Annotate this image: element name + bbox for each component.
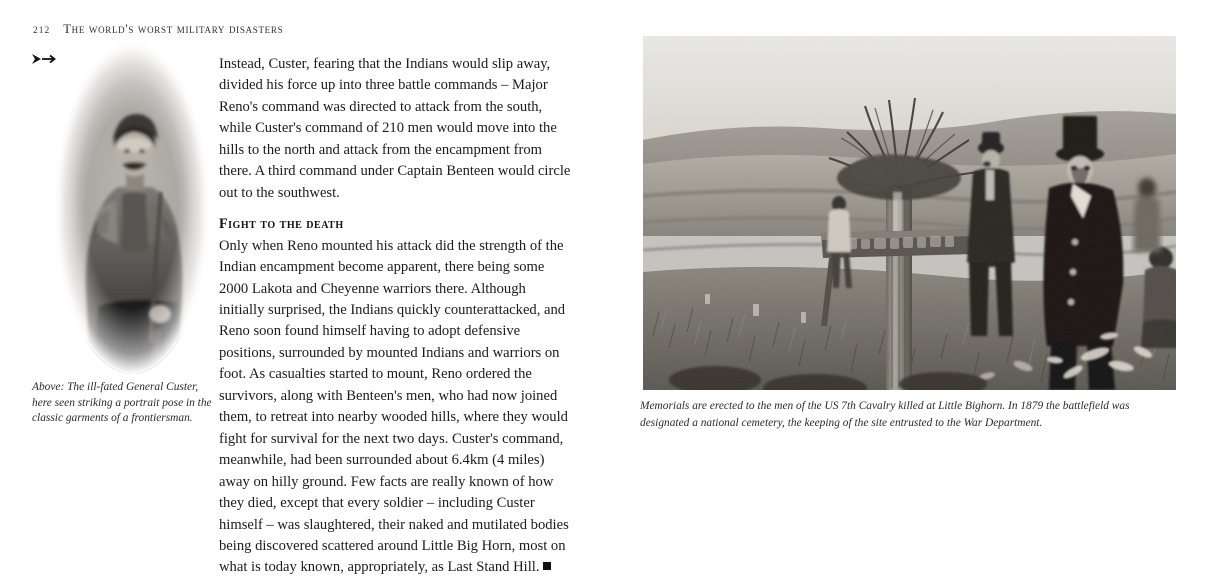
end-of-article-mark: [543, 562, 551, 570]
photo-image: [643, 36, 1176, 390]
general-custer-portrait: [56, 44, 208, 374]
left-page: [0, 0, 607, 576]
portrait-image: [56, 44, 208, 374]
portrait-oval-vignette: [56, 44, 208, 374]
running-head: [33, 22, 283, 37]
body-text-column: [219, 54, 571, 579]
body-paragraph-2-text: Only when Reno mounted his attack did the strength of the Indian encampment become apparent, there being some 2000 Lakota and Cheyenne warriors there. Although initially surprised, the Indians quickly counterattacked, and Reno soon found himself having to adopt defensive positions, surrounded by mounted Indians and warriors on foot. As casualties started to mount, Reno ordered the survivors, along with Benteen's men, who had now joined them, to retreat into nearby wooded hills, where they would fight for survival for the next two days. Custer's command, meanwhile, had been surrounded about 6.4km (4 miles) away on hilly ground. Few facts are really known of how they died, except that every soldier – including Custer himself – was slaughtered, their naked and mutilated bodies being discovered scattered around Little Big Horn, most on what is today known, appropriately, as Last Stand Hill.: [219, 237, 569, 576]
little-bighorn-memorial-photograph: [643, 36, 1176, 390]
body-paragraph-2: [219, 236, 571, 579]
section-heading: Fight to the death: [219, 216, 344, 233]
right-page: [607, 0, 1214, 452]
body-paragraph-1: Instead, Custer, fearing that the Indians would slip away, divided his force up into three battle commands – Major Reno's command was directed to attack from the south, while Custer's command of 210 men would move into the hills to the north and attack from the encampment from there. A third command under Captain Benteen would circle out to the southwest.: [219, 56, 571, 201]
left-photo-caption: Above: The ill-fated General Custer, here seen striking a portrait pose in the classic garments of a frontiersman.: [32, 381, 212, 425]
running-head-title: The world's worst military disasters: [63, 22, 284, 36]
page-folio-number: 212: [33, 26, 51, 36]
double-arrow-icon: [31, 51, 57, 67]
right-photo-caption: Memorials are erected to the men of the US 7th Cavalry killed at Little Bighorn. In 1879 the battlefield was designated a national cemetery, the keeping of the site entrusted to the War Department.: [640, 400, 1130, 429]
